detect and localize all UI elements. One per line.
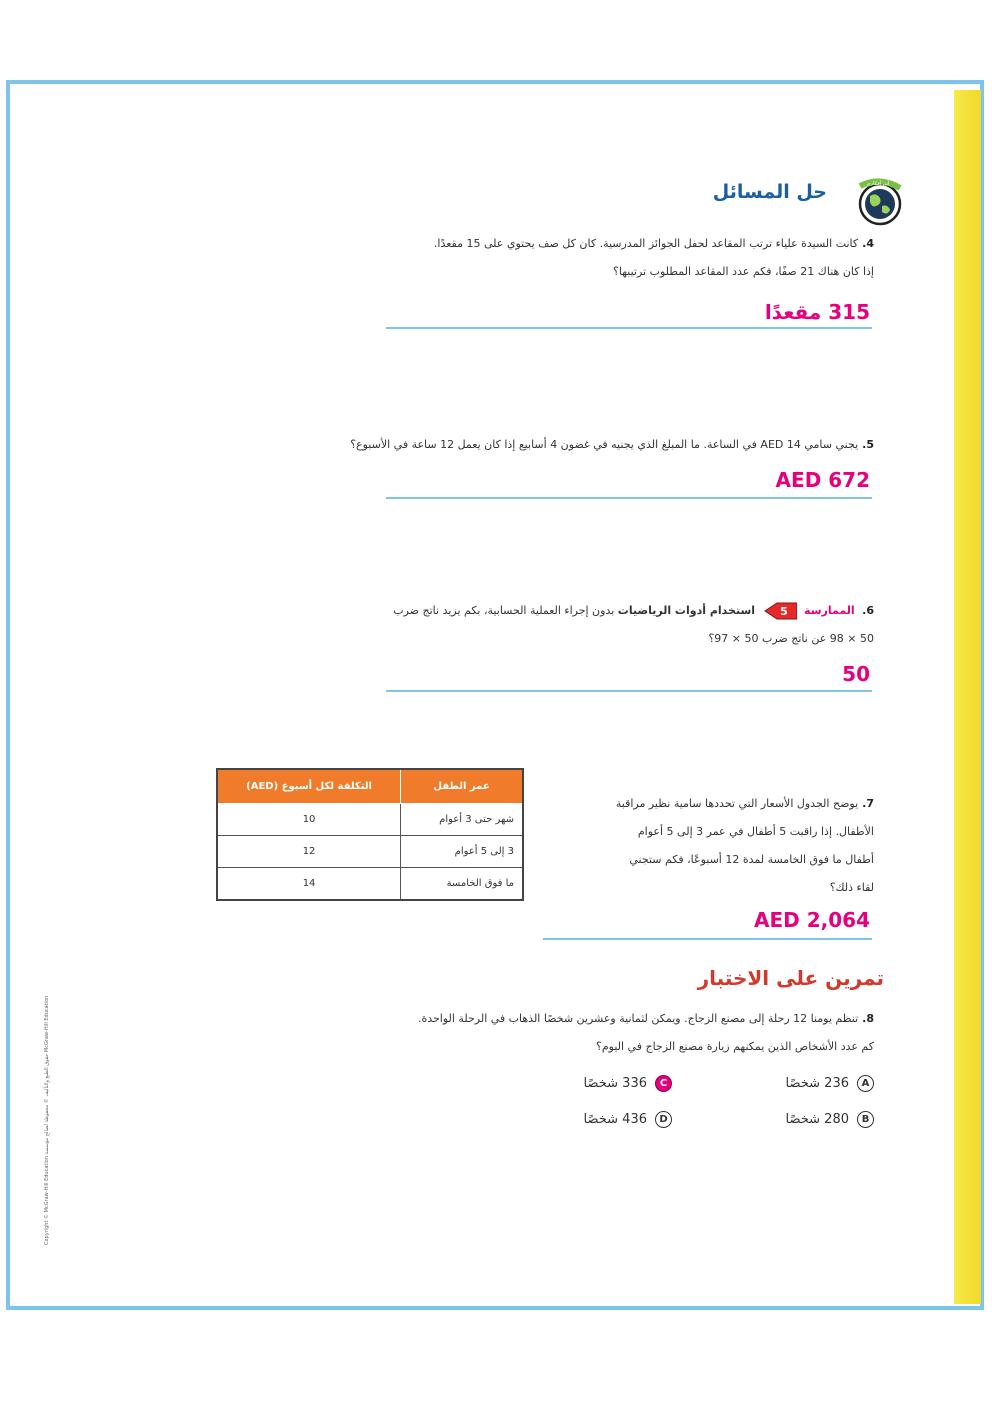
question-text: يجني سامي 14 AED في الساعة. ما المبلغ الذي يجنيه في غضون 4 أسابيع إذا كان يعمل 12 ساعة في الأسبوع؟ bbox=[350, 438, 859, 451]
table-row bbox=[217, 836, 523, 868]
practice-badge-arrow-icon bbox=[763, 599, 797, 623]
table-cell: 14 bbox=[217, 868, 401, 901]
yellow-edge-strip bbox=[954, 90, 981, 1304]
option-text: 436 شخصًا bbox=[583, 1112, 647, 1127]
question-6 bbox=[274, 597, 874, 653]
answer-7: AED 2,064 bbox=[754, 908, 870, 932]
table-row bbox=[217, 804, 523, 836]
answer-line bbox=[543, 938, 872, 940]
answer-4: 315 مقعدًا bbox=[764, 300, 870, 324]
question-8 bbox=[234, 1005, 874, 1061]
answer-line bbox=[386, 327, 872, 329]
question-number: 8. bbox=[862, 1012, 874, 1025]
option-c[interactable] bbox=[584, 1075, 672, 1092]
table-header-row bbox=[217, 769, 523, 804]
question-text: أطفال ما فوق الخامسة لمدة 12 أسبوعًا، فكم ستجني bbox=[629, 853, 874, 866]
question-text: بدون إجراء العملية الحسابية، بكم يزيد ناتج ضرب bbox=[393, 604, 615, 617]
answer-line bbox=[386, 497, 872, 499]
practice-badge-number: 5 bbox=[779, 605, 788, 618]
table-cell: شهر حتى 3 أعوام bbox=[401, 804, 523, 836]
question-text: الأطفال. إذا راقبت 5 أطفال في عمر 3 إلى 5 أعوام bbox=[637, 825, 874, 838]
question-7 bbox=[544, 790, 874, 902]
option-letter-selected: C bbox=[655, 1075, 672, 1092]
question-text: لقاء ذلك؟ bbox=[829, 881, 874, 894]
question-number: 4. bbox=[862, 237, 874, 250]
option-text: 280 شخصًا bbox=[785, 1112, 849, 1127]
globe-icon bbox=[848, 176, 908, 226]
tools-label: استخدام أدوات الرياضيات bbox=[617, 604, 756, 617]
option-letter: B bbox=[857, 1111, 874, 1128]
cost-table bbox=[216, 768, 524, 901]
table-header: عمر الطفل bbox=[401, 769, 523, 804]
question-4 bbox=[274, 230, 874, 286]
option-a[interactable] bbox=[786, 1075, 874, 1092]
copyright-note: Copyright © McGraw-Hill Education حقوق الطبع والتأليف © محفوظة لصالح مؤسسة McGraw-Hill Education bbox=[44, 995, 50, 1245]
option-text: 236 شخصًا bbox=[785, 1076, 849, 1091]
question-text: كانت السيدة علياء ترتب المقاعد لحفل الجوائز المدرسية. كان كل صف يحتوي على 15 مقعدًا. bbox=[433, 237, 859, 250]
globe-label: أين أفكاري bbox=[866, 181, 890, 187]
table-cell: ما فوق الخامسة bbox=[401, 868, 523, 901]
question-text: يوضح الجدول الأسعار التي تحددها سامية نظير مراقبة bbox=[615, 797, 859, 810]
question-number: 6. bbox=[862, 604, 874, 617]
option-b[interactable] bbox=[786, 1111, 874, 1128]
question-number: 7. bbox=[862, 797, 874, 810]
question-number: 5. bbox=[862, 438, 874, 451]
question-text: إذا كان هناك 21 صفًا، فكم عدد المقاعد المطلوب ترتيبها؟ bbox=[613, 265, 874, 278]
option-d[interactable] bbox=[584, 1111, 672, 1128]
question-5 bbox=[154, 431, 874, 459]
option-text: 336 شخصًا bbox=[583, 1076, 647, 1091]
table-cell: 3 إلى 5 أعوام bbox=[401, 836, 523, 868]
answer-5: AED 672 bbox=[775, 468, 870, 492]
answer-line bbox=[386, 690, 872, 692]
section-title: حل المسائل bbox=[712, 181, 827, 203]
table-row bbox=[217, 868, 523, 901]
test-practice-title: تمرين على الاختبار bbox=[697, 966, 884, 990]
table-cell: 12 bbox=[217, 836, 401, 868]
practice-label: الممارسة bbox=[804, 604, 855, 617]
table-cell: 10 bbox=[217, 804, 401, 836]
question-text: تنظم يومنا 12 رحلة إلى مصنع الزجاج. ويمكن لثمانية وعشرين شخصًا الذهاب في الرحلة الواحدة. bbox=[417, 1012, 859, 1025]
option-letter: A bbox=[857, 1075, 874, 1092]
question-text: 50 × 98 عن ناتج ضرب 50 × 97؟ bbox=[708, 632, 874, 645]
option-letter: D bbox=[655, 1111, 672, 1128]
answer-6: 50 bbox=[842, 662, 870, 686]
question-text: كم عدد الأشخاص الذين يمكنهم زيارة مصنع الزجاج في اليوم؟ bbox=[595, 1040, 874, 1053]
table-header: التكلفة لكل أسبوع (AED) bbox=[217, 769, 401, 804]
